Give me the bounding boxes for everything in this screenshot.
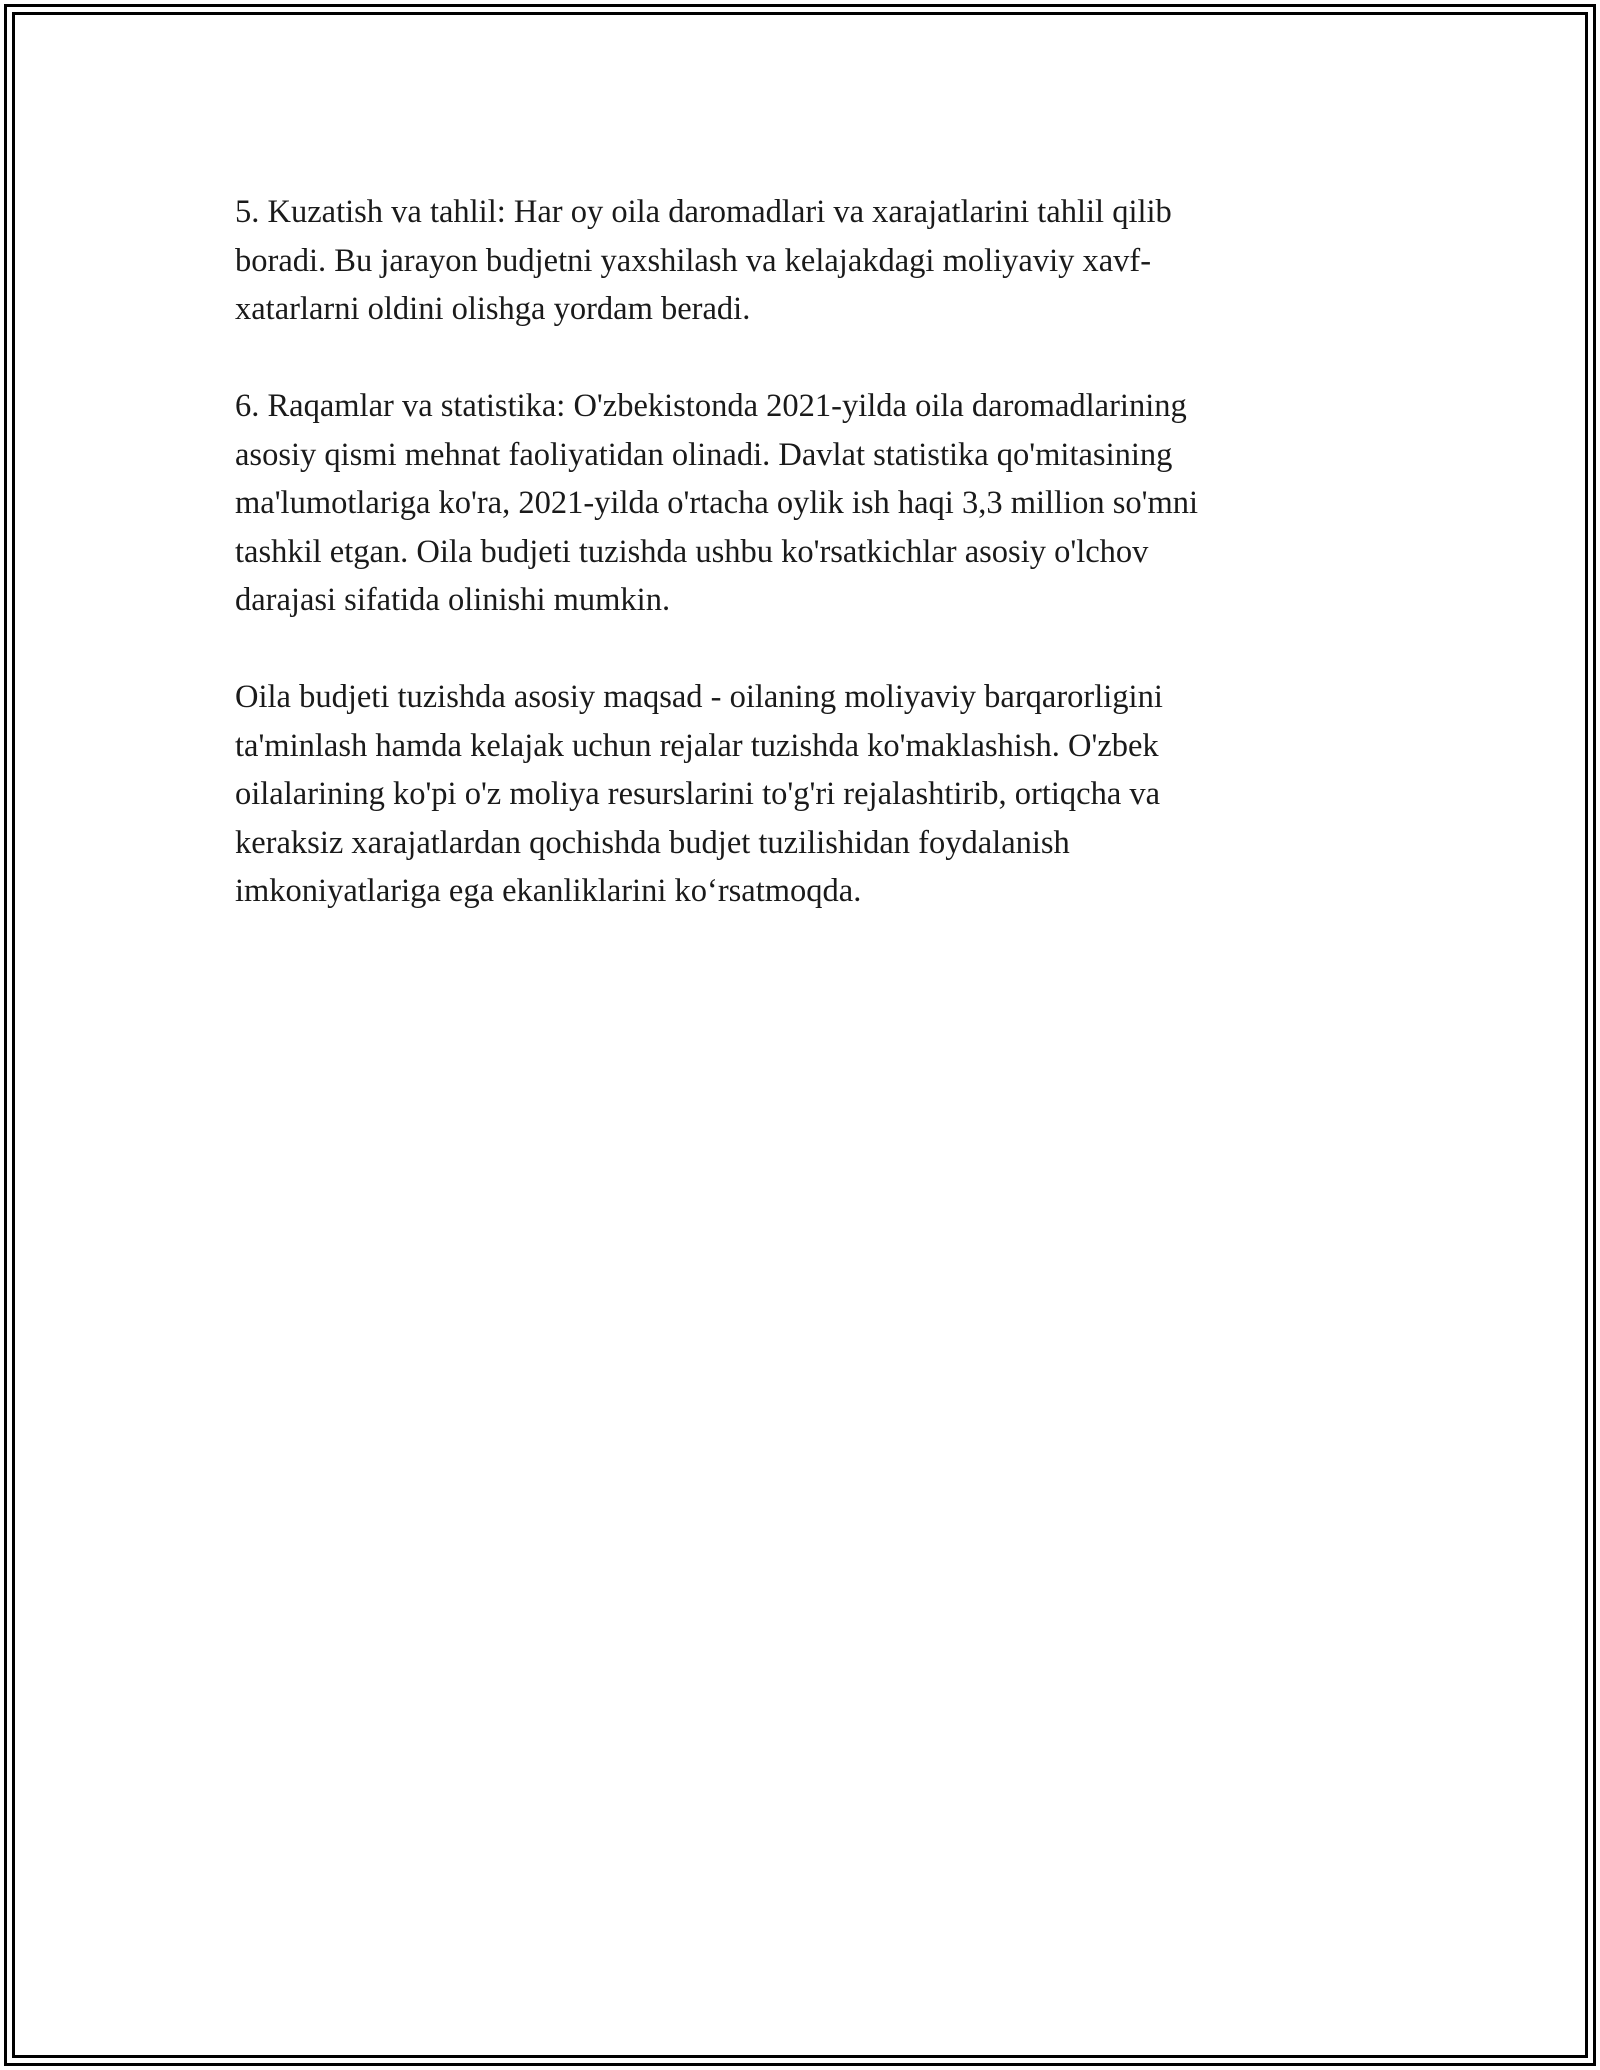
document-body (235, 188, 1365, 964)
text-line: darajasi sifatida olinishi mumkin. (235, 582, 671, 618)
text-line: Oila budjeti tuzishda asosiy maqsad - oilaning moliyaviy barqarorligini (235, 679, 1163, 715)
text-line: keraksiz xarajatlardan qochishda budjet tuzilishidan foydalanish (235, 824, 1070, 861)
text-line: imkoniyatlariga ega ekanliklarini koʻrsatmoqda. (235, 873, 862, 909)
text-line: boradi. Bu jarayon budjetni yaxshilash va kelajakdagi moliyaviy xavf- (235, 242, 1152, 279)
paragraph-monitoring-analysis (235, 188, 1365, 334)
text-line: 6. Raqamlar va statistika: O'zbekistonda 2021-yilda oila daromadlarining (235, 388, 1187, 424)
text-line: ma'lumotlariga ko'ra, 2021-yilda o'rtacha oylik ish haqi 3,3 million so'mni (235, 485, 1199, 521)
text-line: 5. Kuzatish va tahlil: Har oy oila daromadlari va xarajatlarini tahlil qilib (235, 194, 1172, 230)
text-line: oilalarining ko'pi o'z moliya resurslarini to'g'ri rejalashtirib, ortiqcha va (235, 776, 1161, 812)
paragraph-conclusion (235, 673, 1365, 916)
text-line: asosiy qismi mehnat faoliyatidan olinadi. Davlat statistika qo'mitasining (235, 436, 1173, 473)
text-line: ta'minlash hamda kelajak uchun rejalar tuzishda ko'maklashish. O'zbek (235, 727, 1159, 764)
text-line: tashkil etgan. Oila budjeti tuzishda ushbu ko'rsatkichlar asosiy o'lchov (235, 533, 1149, 570)
paragraph-numbers-statistics (235, 382, 1365, 625)
text-line: xatarlarni oldini olishga yordam beradi. (235, 291, 751, 327)
